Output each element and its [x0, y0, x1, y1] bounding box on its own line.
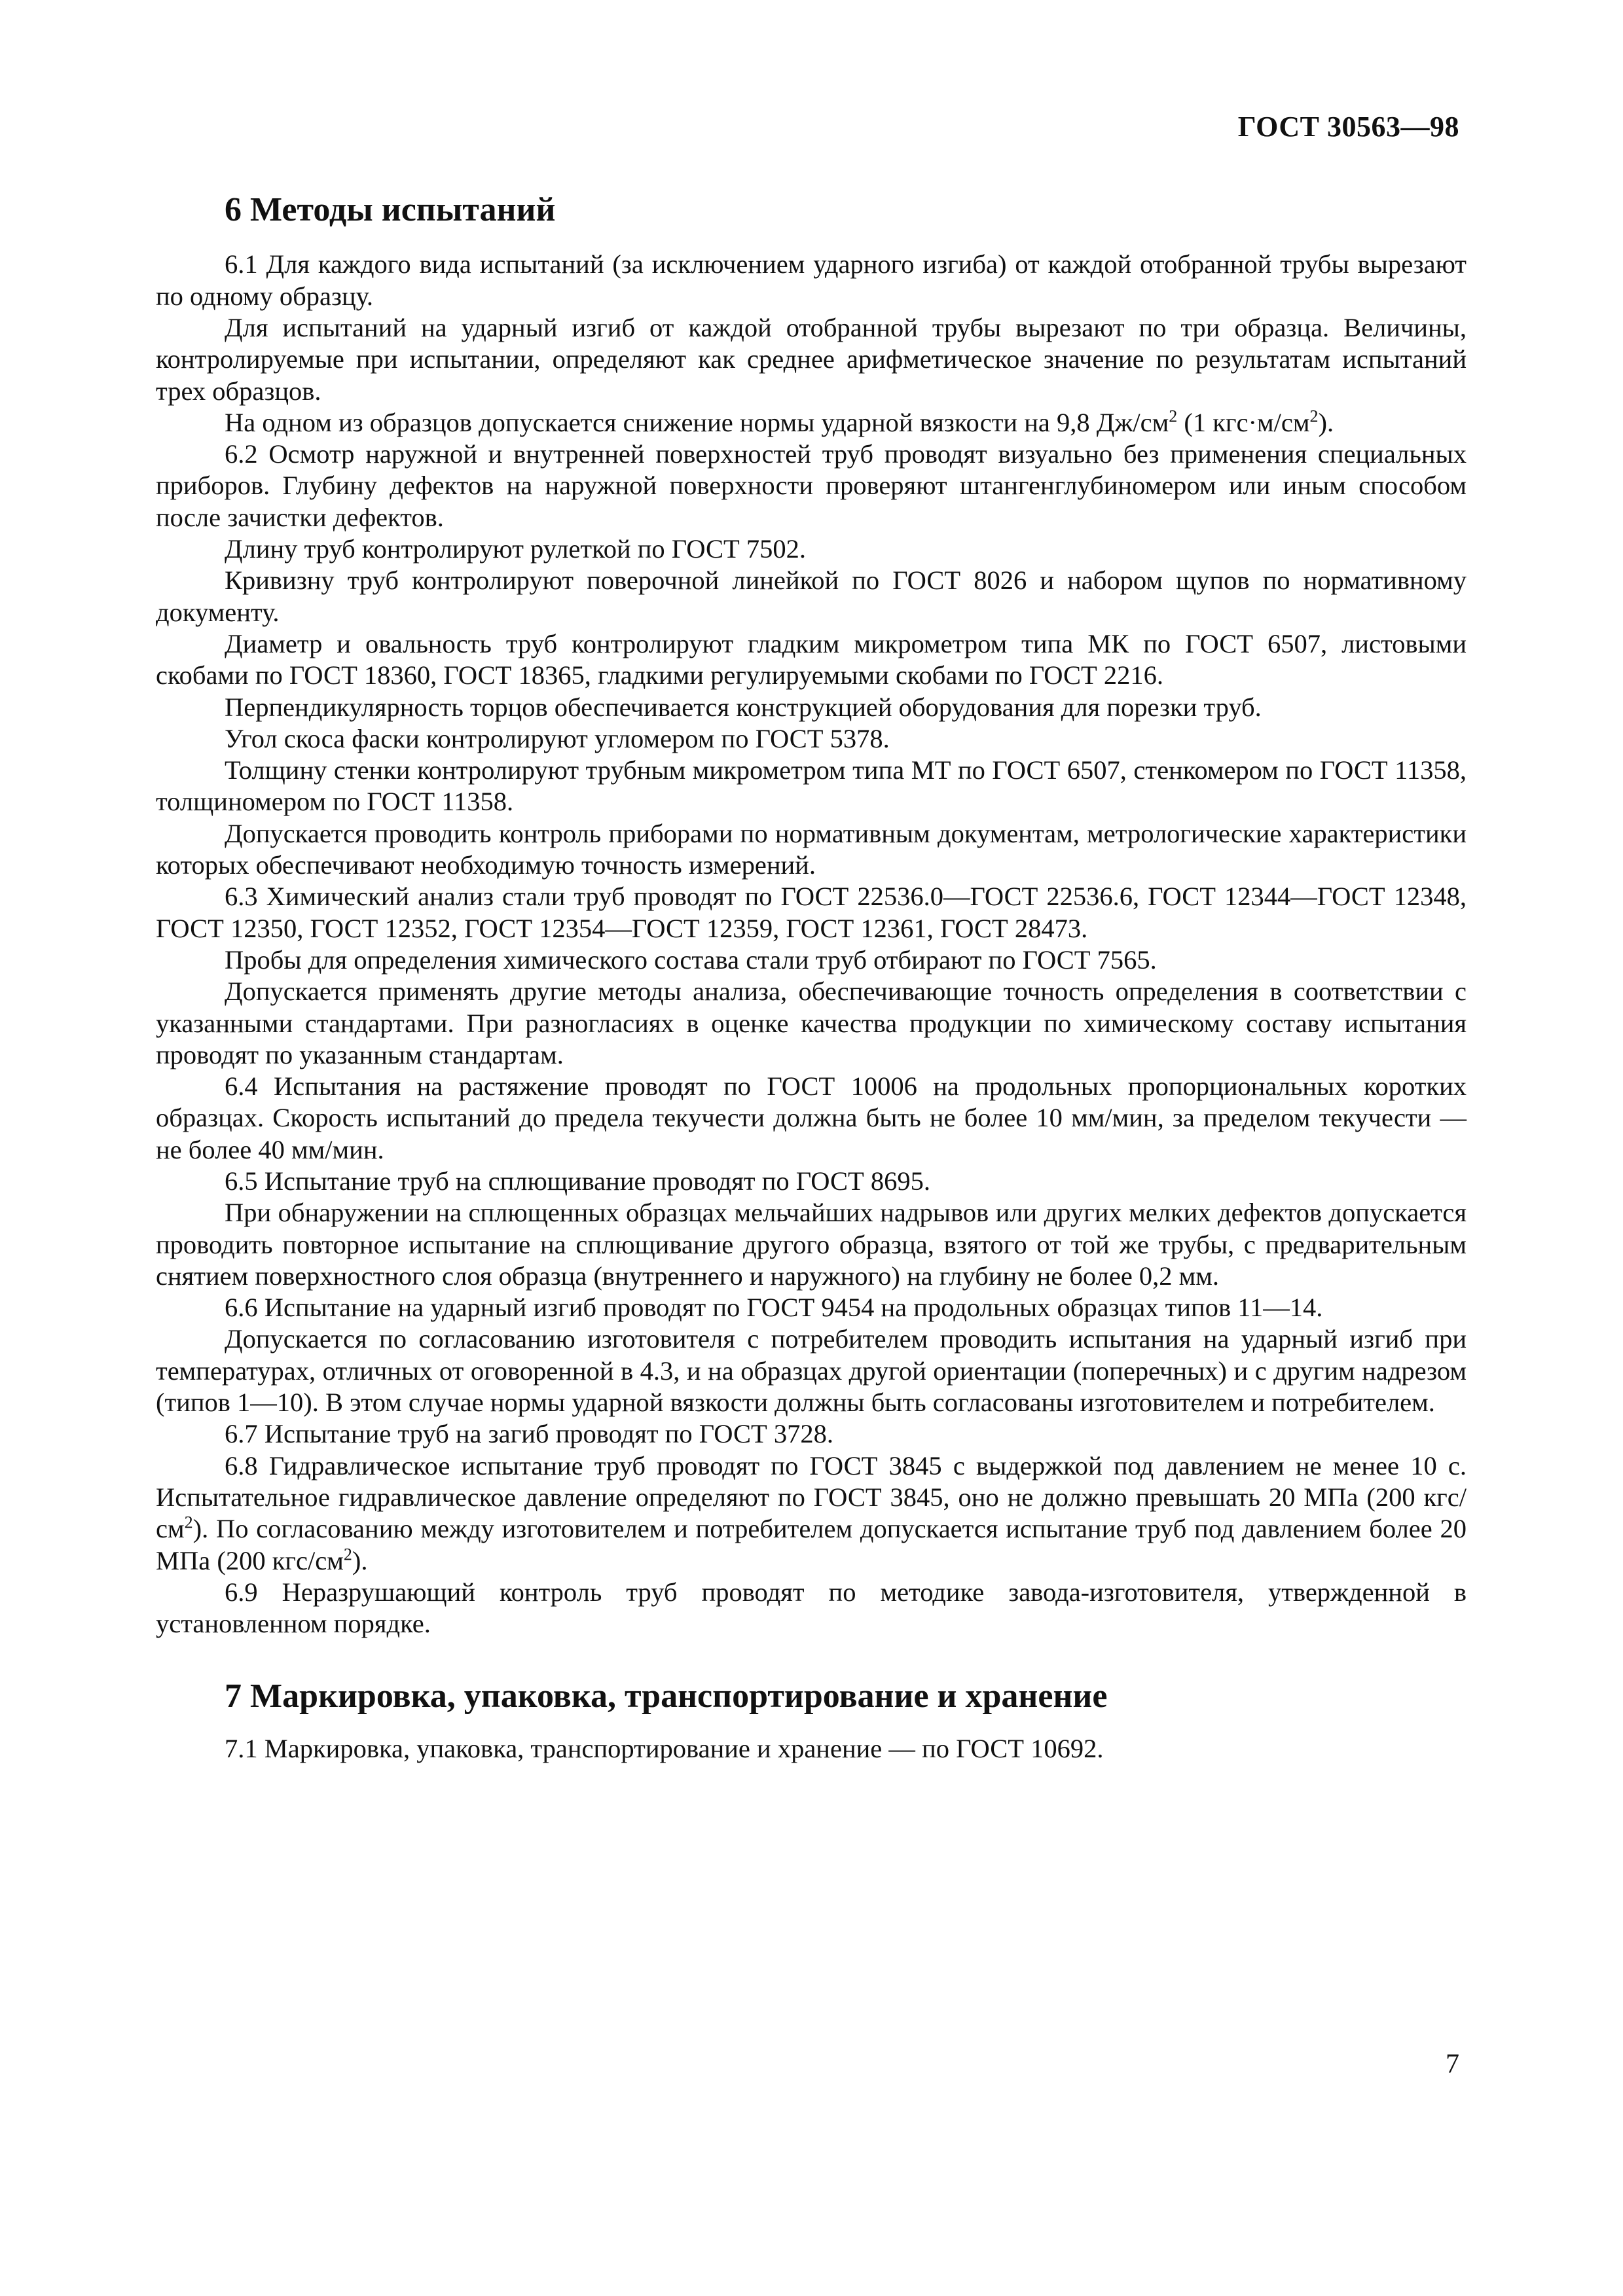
paragraph-6-9: 6.9 Неразрушающий контроль труб проводят по методике завода-изготовителя, утвержденной в установленном порядке.	[156, 1577, 1467, 1639]
paragraph-curvature: Кривизну труб контролируют поверочной линейкой по ГОСТ 8026 и набором щупов по нормативному документу.	[156, 565, 1467, 627]
paragraph-6-1: 6.1 Для каждого вида испытаний (за исключением ударного изгиба) от каждой отобранной трубы вырезают по одному образцу.	[156, 249, 1467, 311]
paragraph-impact-agreement: Допускается по согласованию изготовителя с потребителем проводить испытания на ударный изгиб при температурах, отличных от оговоренной в 4.3, и на образцах другой ориентации (поперечных) и с другим надрезом (типов 1—10). В этом случае нормы ударной вязкости должны быть согласованы изготовителем и потребителем.	[156, 1324, 1467, 1418]
paragraph-impact-norm: На одном из образцов допускается снижение нормы ударной вязкости на 9,8 $Дж/см^2$ (1 $кгс\cdot м/см^2$).	[225, 406, 1334, 437]
document-code: ГОСТ 30563—98	[1237, 111, 1459, 143]
paragraph-wall-thickness: Толщину стенки контролируют трубным микрометром типа МТ по ГОСТ 6507, стенкомером по ГОСТ 11358, толщиномером по ГОСТ 11358.	[156, 755, 1467, 817]
paragraph-perpendicularity: Перпендикулярность торцов обеспечивается конструкцией оборудования для порезки труб.	[225, 692, 1262, 722]
paragraph-length: Длину труб контролируют рулеткой по ГОСТ 7502.	[225, 534, 806, 564]
paragraph-6-2: 6.2 Осмотр наружной и внутренней поверхностей труб проводят визуально без применения специальных приборов. Глубину дефектов на наружной поверхности проверяют штангенглубиномером или иным способом после зачистки дефектов.	[156, 439, 1467, 532]
paragraph-bevel-angle: Угол скоса фаски контролируют угломером по ГОСТ 5378.	[225, 723, 890, 753]
paragraph-6-3: 6.3 Химический анализ стали труб проводят по ГОСТ 22536.0—ГОСТ 22536.6, ГОСТ 12344—ГОСТ 12348, ГОСТ 12350, ГОСТ 12352, ГОСТ 12354—ГОСТ 12359, ГОСТ 12361, ГОСТ 28473.	[156, 882, 1467, 943]
paragraph-samples-chemistry: Пробы для определения химического состава стали труб отбирают по ГОСТ 7565.	[225, 944, 1157, 975]
paragraph-6-7: 6.7 Испытание труб на загиб проводят по ГОСТ 3728.	[225, 1419, 833, 1449]
paragraph-6-6: 6.6 Испытание на ударный изгиб проводят по ГОСТ 9454 на продольных образцах типов 11—14.	[225, 1293, 1323, 1323]
document-body	[156, 190, 1467, 1765]
paragraph-diameter: Диаметр и овальность труб контролируют гладким микрометром типа МК по ГОСТ 6507, листовыми скобами по ГОСТ 18360, ГОСТ 18365, гладкими регулируемыми скобами по ГОСТ 2216.	[156, 628, 1467, 691]
paragraph-6-8: 6.8 Гидравлическое испытание труб проводят по ГОСТ 3845 с выдержкой под давлением не менее 10 с. Испытательное гидравлическое давление определяют по ГОСТ 3845, оно не должно превышать 20 МПа (200 кгс/$см^2$). По согласованию между изготовителем и потребителем допускается испытание труб под давлением более 20 МПа (200 кгс/$см^2$).	[156, 1450, 1467, 1575]
section-7-title: 7 Маркировка, упаковка, транспортирование и хранение	[225, 1677, 1108, 1715]
paragraph-6-5: 6.5 Испытание труб на сплющивание проводят по ГОСТ 8695.	[225, 1166, 930, 1196]
paragraph-7-1: 7.1 Маркировка, упаковка, транспортирование и хранение — по ГОСТ 10692.	[225, 1733, 1104, 1763]
paragraph-6-4: 6.4 Испытания на растяжение проводят по ГОСТ 10006 на продольных пропорциональных коротких образцах. Скорость испытаний до предела текучести должна быть не более 10 мм/мин, за пределом текучести — не более 40 мм/мин.	[156, 1071, 1467, 1164]
paragraph-impact-samples: Для испытаний на ударный изгиб от каждой отобранной трубы вырезают по три образца. Величины, контролируемые при испытании, определяют как среднее арифметическое значение по результатам испытаний трех образцов.	[156, 312, 1467, 406]
page-number: 7	[1446, 2049, 1459, 2079]
paragraph-other-methods: Допускается применять другие методы анализа, обеспечивающие точность определения в соответствии с указанными стандартами. При разногласиях в оценке качества продукции по химическому составу испытания проводят по указанным стандартам.	[156, 977, 1467, 1069]
paragraph-flattening-retest: При обнаружении на сплющенных образцах мельчайших надрывов или других мелких дефектов допускается проводить повторное испытание на сплющивание другого образца, взятого от той же трубы, с предварительным снятием поверхностного слоя образца (внутреннего и наружного) на глубину не более 0,2 мм.	[156, 1198, 1467, 1291]
section-6-title: 6 Методы испытаний	[225, 191, 556, 228]
paragraph-instruments: Допускается проводить контроль приборами по нормативным документам, метрологические характеристики которых обеспечивают необходимую точность измерений.	[156, 818, 1467, 880]
